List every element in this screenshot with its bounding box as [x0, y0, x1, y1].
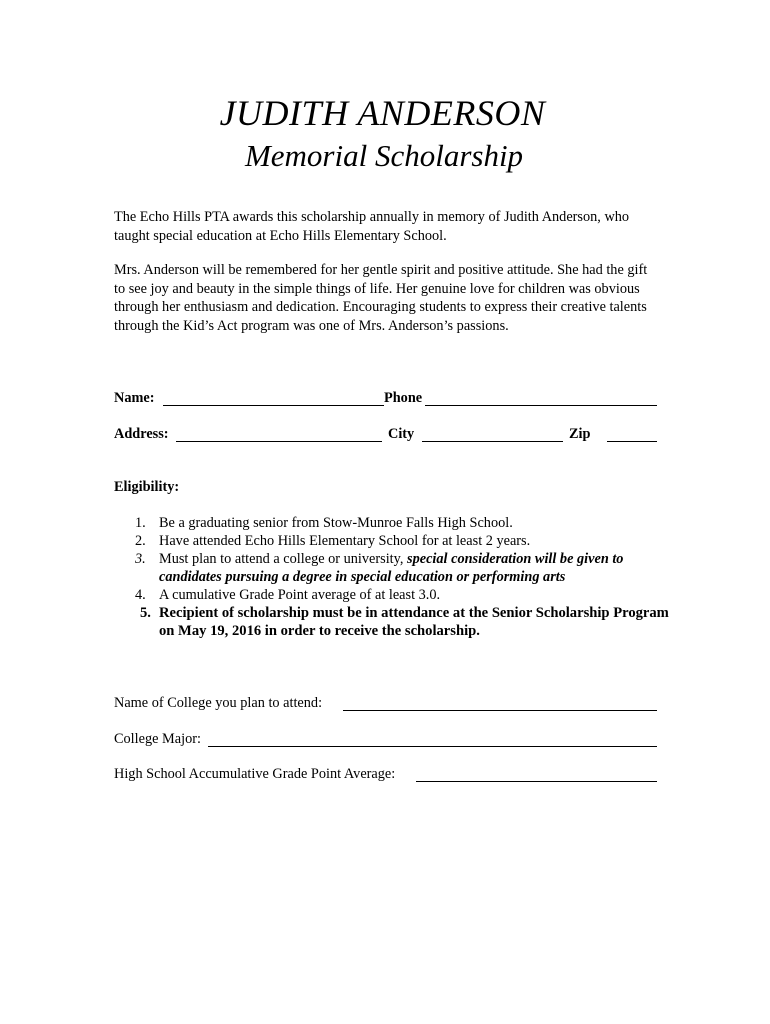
gpa-field-line[interactable] [416, 781, 657, 782]
address-label: Address: [114, 426, 169, 442]
city-label: City [388, 426, 415, 442]
college-row [114, 695, 659, 715]
list-item [114, 514, 674, 532]
list-item [114, 604, 674, 640]
zip-label: Zip [569, 426, 591, 442]
list-item-text: Must plan to attend a college or university, [159, 551, 408, 567]
gpa-label: High School Accumulative Grade Point Average: [114, 766, 396, 782]
major-label: College Major: [114, 731, 201, 747]
list-item-emphasis: special consideration will be given to candidates pursuing a degree in special education or performing arts [159, 551, 624, 585]
list-item-number: 2. [135, 533, 146, 549]
list-item-number: 3. [135, 551, 146, 567]
address-row [114, 426, 659, 446]
list-item [114, 532, 674, 550]
list-item-text: A cumulative Grade Point average of at least 3.0. [159, 587, 441, 603]
list-item-number: 1. [135, 515, 146, 531]
intro-paragraph-2: Mrs. Anderson will be remembered for her gentle spirit and positive attitude. She had the gift to see joy and beauty in the simple things of life. Her genuine love for children was obvious through her enthusiasm and dedication. Encouraging students to express their creative talents through the Kid’s Act program was one of Mrs. Anderson’s passions. [114, 262, 648, 334]
eligibility-heading: Eligibility: [114, 479, 180, 495]
name-field-line[interactable] [163, 405, 384, 406]
zip-field-line[interactable] [607, 441, 657, 442]
gpa-row [114, 766, 659, 786]
list-item-text: Recipient of scholarship must be in attendance at the Senior Scholarship Program on May 19, 2016 in order to receive the scholarship. [159, 605, 669, 639]
list-item-number: 4. [135, 587, 146, 603]
list-item-text: Be a graduating senior from Stow-Munroe Falls High School. [159, 515, 513, 531]
list-item-text: Have attended Echo Hills Elementary School for at least 2 years. [159, 533, 531, 549]
title-block [0, 92, 770, 176]
page-title: JUDITH ANDERSON [219, 93, 546, 133]
address-field-line[interactable] [176, 441, 382, 442]
list-item-number: 5. [140, 605, 151, 621]
major-row [114, 731, 659, 751]
list-item [114, 550, 674, 586]
intro-paragraph-1: The Echo Hills PTA awards this scholarship annually in memory of Judith Anderson, who taught special education at Echo Hills Elementary School. [114, 209, 630, 244]
city-field-line[interactable] [422, 441, 563, 442]
college-field-line[interactable] [343, 710, 657, 711]
name-phone-row [114, 390, 659, 410]
phone-label: Phone [384, 390, 423, 406]
major-field-line[interactable] [208, 746, 657, 747]
college-label: Name of College you plan to attend: [114, 695, 323, 711]
phone-field-line[interactable] [425, 405, 657, 406]
eligibility-list [114, 514, 674, 640]
page-subtitle: Memorial Scholarship [244, 138, 524, 173]
list-item [114, 586, 674, 604]
name-label: Name: [114, 390, 155, 406]
